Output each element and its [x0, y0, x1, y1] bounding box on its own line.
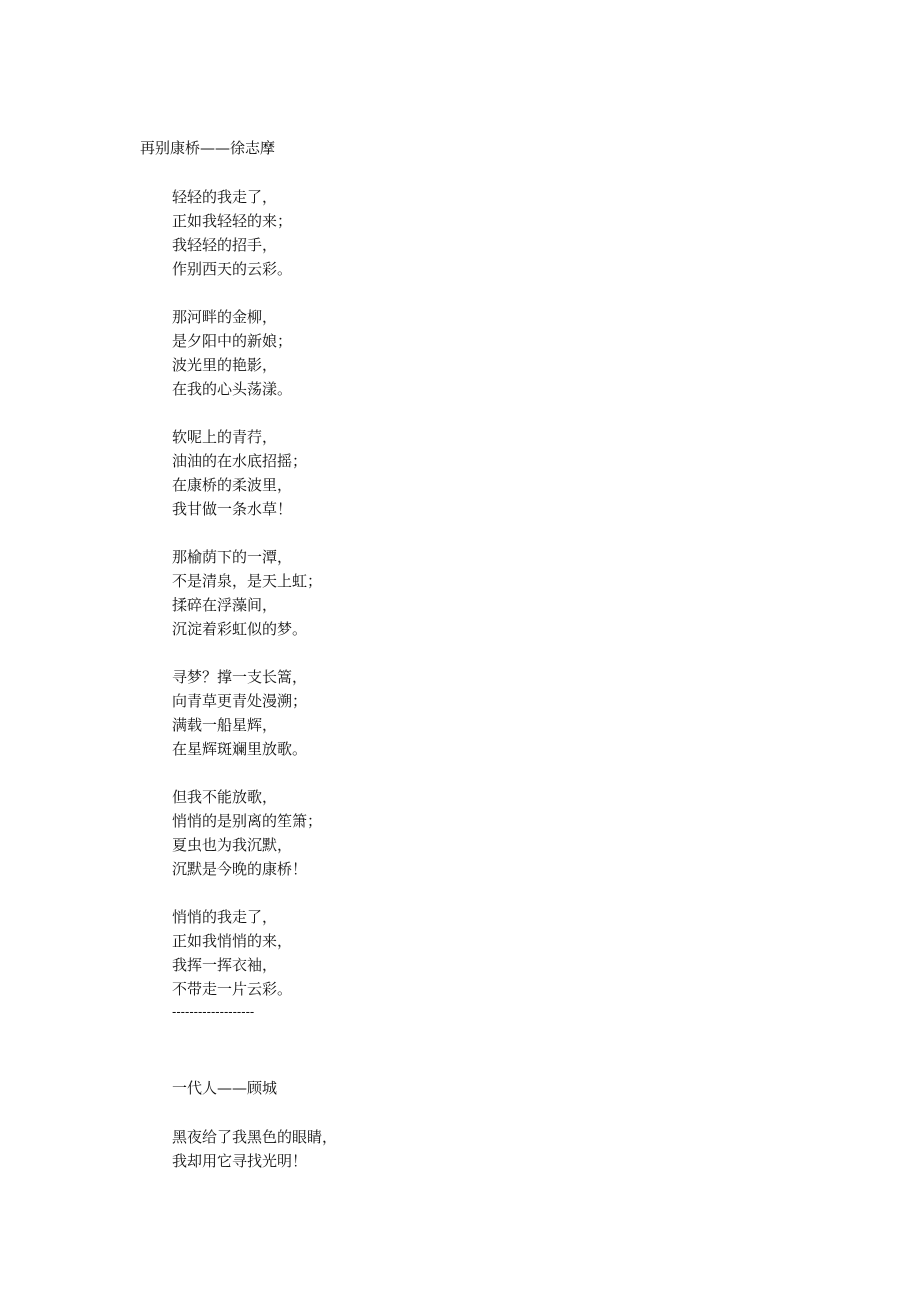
poem-line: 沉默是今晚的康桥！ — [172, 860, 308, 878]
poem-line: 在星辉斑斓里放歌。 — [172, 740, 308, 758]
poem-line: 但我不能放歌， — [172, 788, 278, 806]
poem-line: 那河畔的金柳， — [172, 308, 278, 326]
stanza — [172, 545, 772, 641]
poem-line: 悄悄的是别离的笙箫； — [172, 812, 323, 830]
poem-line: 那榆荫下的一潭， — [172, 548, 293, 566]
poem-line: 我却用它寻找光明！ — [172, 1152, 308, 1170]
poem-title: 一代人——顾城 — [172, 1079, 278, 1097]
poem-line: 向青草更青处漫溯； — [172, 692, 308, 710]
poem-line: 我轻轻的招手， — [172, 236, 278, 254]
poem-line: 波光里的艳影， — [172, 356, 278, 374]
poem-line: 软呢上的青荇， — [172, 428, 278, 446]
poem-line: 正如我轻轻的来； — [172, 212, 293, 230]
poem-line: 轻轻的我走了， — [172, 188, 278, 206]
poem-body — [172, 185, 772, 1025]
poem-line: 悄悄的我走了， — [172, 908, 278, 926]
poem-line: 寻梦？撑一支长篙， — [172, 668, 308, 686]
poem-line: 在康桥的柔波里， — [172, 476, 293, 494]
poem-body — [172, 1125, 337, 1173]
poem-line: 我挥一挥衣袖， — [172, 956, 278, 974]
stanza — [172, 305, 772, 401]
stanza — [172, 785, 772, 881]
poem-line: 是夕阳中的新娘； — [172, 332, 293, 350]
poem-line: 不带走一片云彩。 — [172, 980, 293, 998]
poem-line: 我甘做一条水草！ — [172, 500, 293, 518]
poem-line: 满载一船星辉， — [172, 716, 278, 734]
poem-line: 作别西天的云彩。 — [172, 260, 293, 278]
stanza — [172, 185, 772, 281]
poem-line: 黑夜给了我黑色的眼睛， — [172, 1128, 338, 1146]
stanza — [172, 905, 772, 1001]
poem-title: 再别康桥——徐志摩 — [140, 139, 276, 157]
section-divider: ------------------- — [172, 1004, 255, 1019]
poem-line: 夏虫也为我沉默， — [172, 836, 293, 854]
poem-line: 沉淀着彩虹似的梦。 — [172, 620, 308, 638]
poem-line: 揉碎在浮藻间， — [172, 596, 278, 614]
poem-line: 正如我悄悄的来， — [172, 932, 293, 950]
stanza — [172, 425, 772, 521]
poem-line: 在我的心头荡漾。 — [172, 380, 293, 398]
stanza — [172, 665, 772, 761]
poem-line: 不是清泉，是天上虹； — [172, 572, 323, 590]
poem-line: 油油的在水底招摇； — [172, 452, 308, 470]
